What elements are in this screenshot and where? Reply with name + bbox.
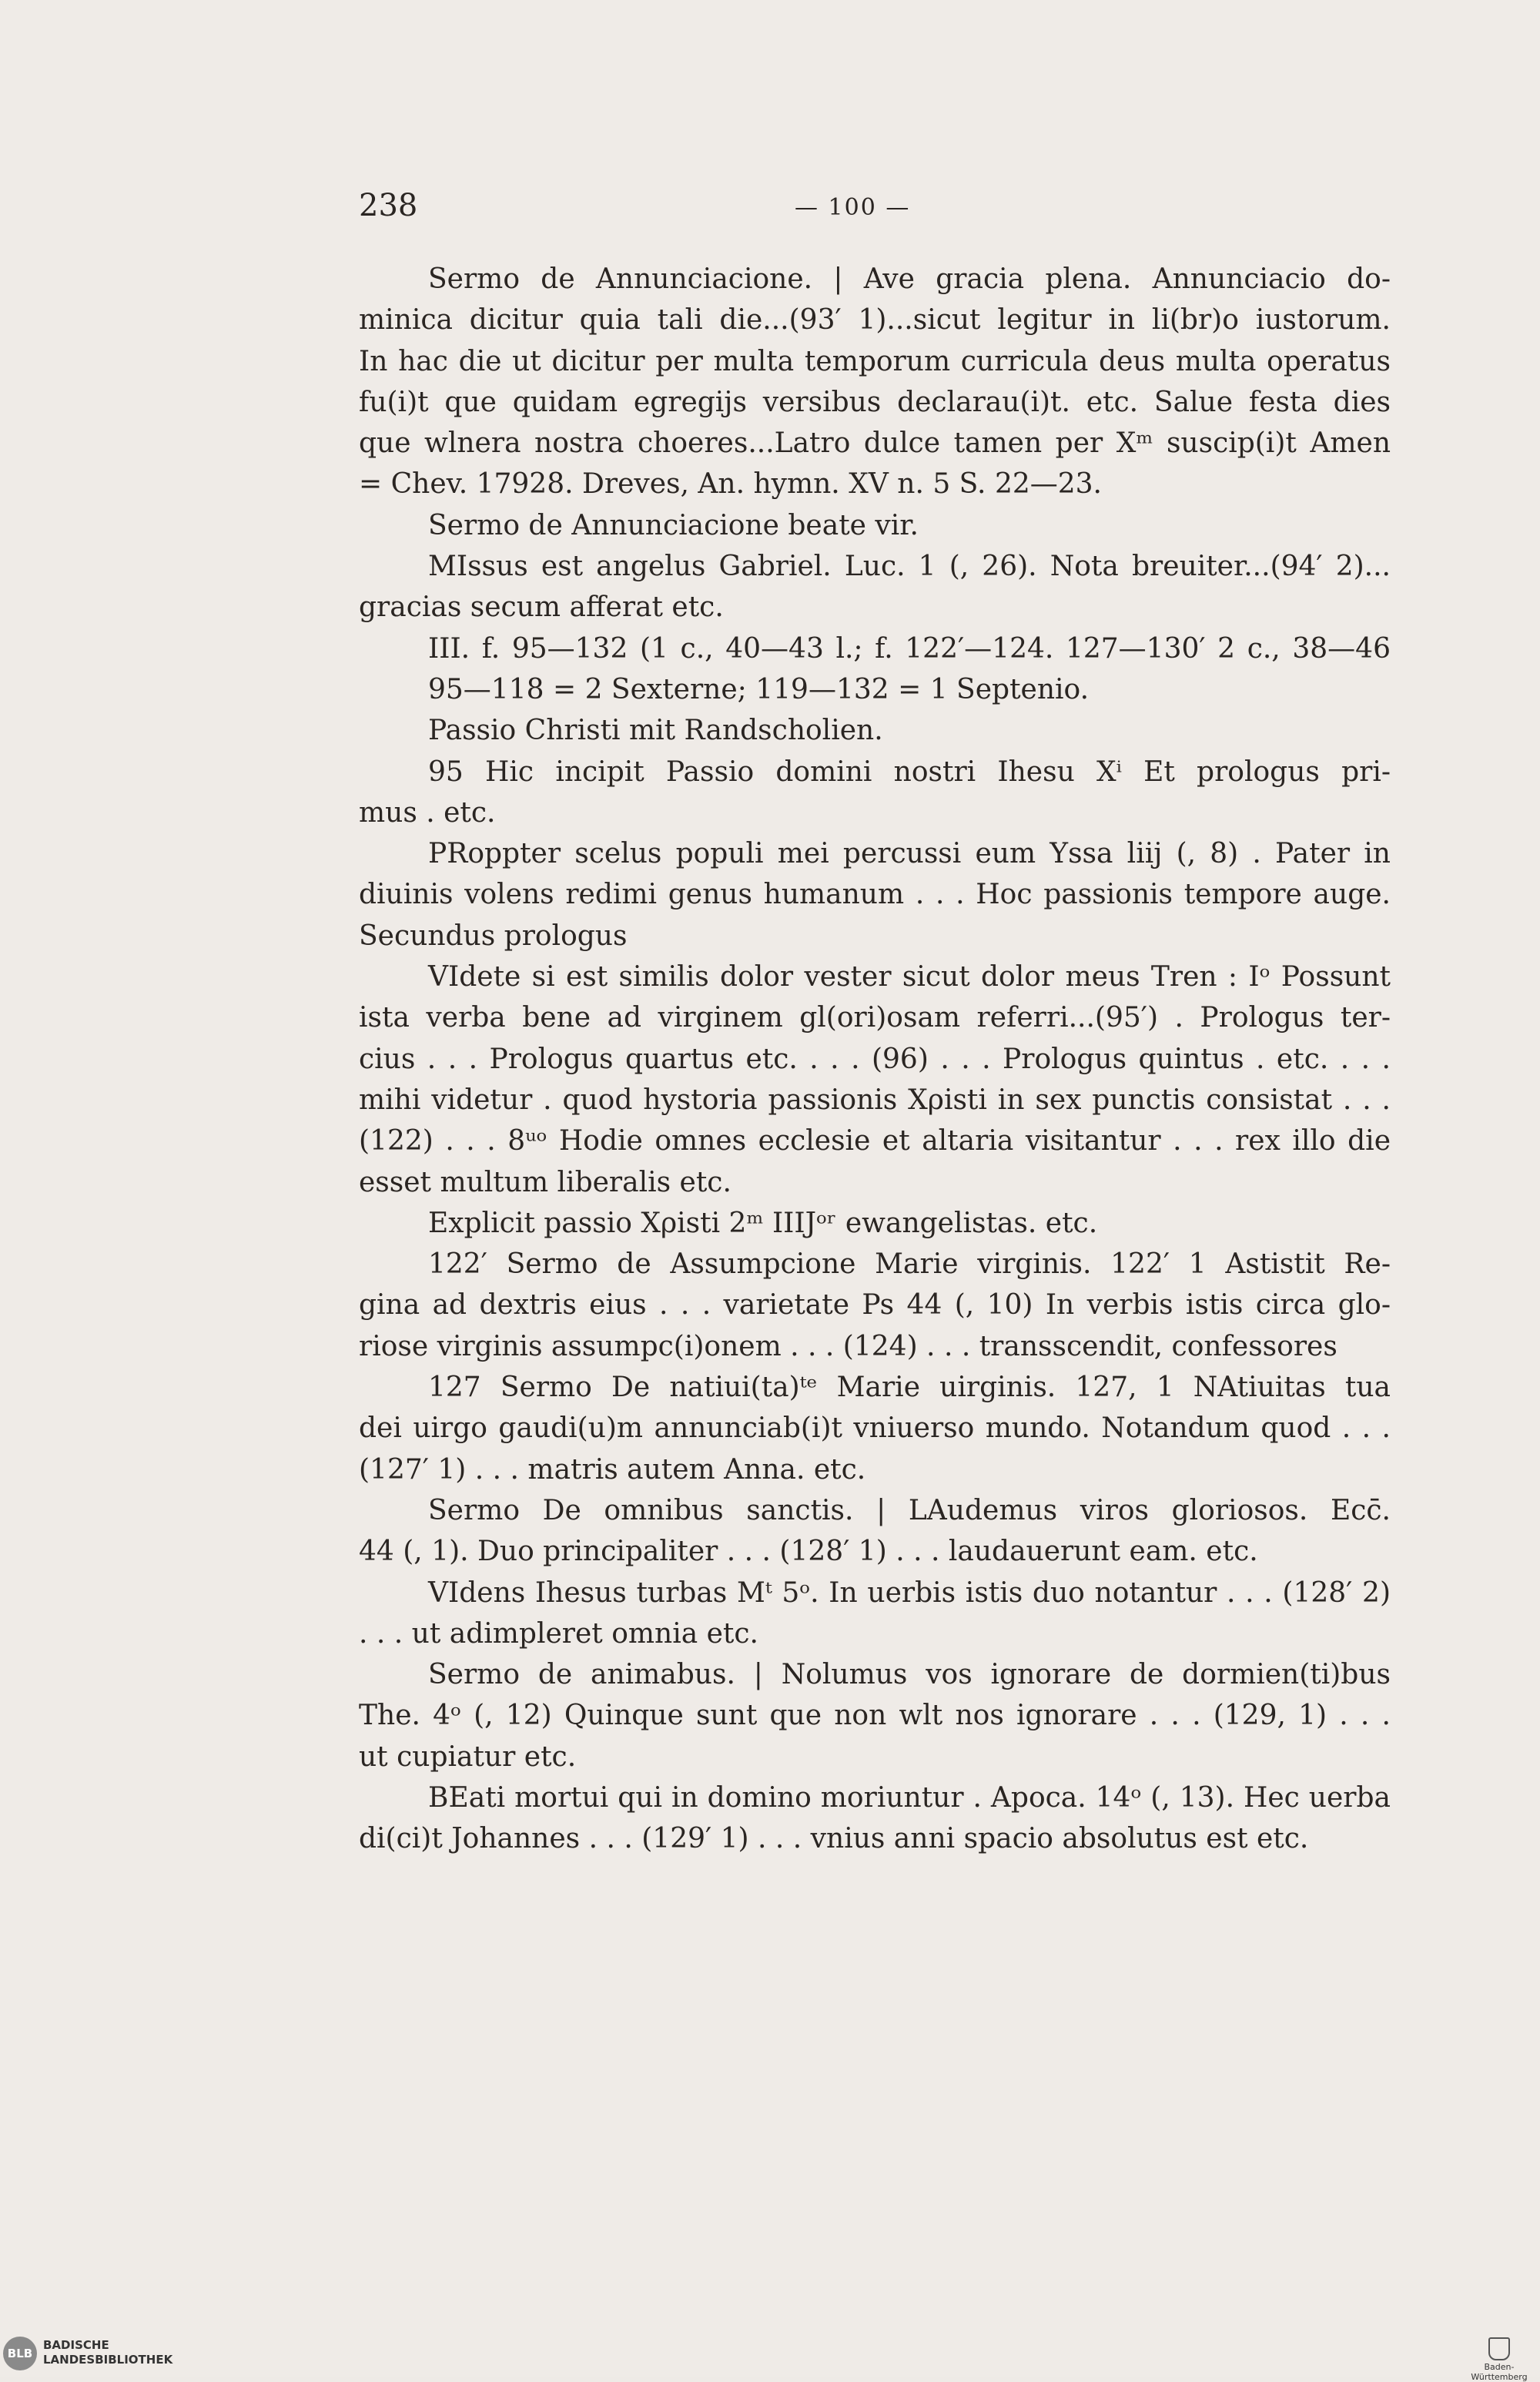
text-line: The. 4ᵒ (, 12) Quinque sunt que non wlt nos ignorare . . . (129, 1) . . . xyxy=(359,1700,1391,1732)
text-line: III. f. 95—132 (1 c., 40—43 l.; f. 122′—124. 127—130′ 2 c., 38—46 xyxy=(428,632,1391,665)
text-line: cius . . . Prologus quartus etc. . . . (96) . . . Prologus quintus . etc. . . . xyxy=(359,1043,1391,1075)
library-logo-icon xyxy=(3,2337,37,2370)
text-line: BEati mortui qui in domino moriuntur . Apoca. 14ᵒ (, 13). Hec uerba xyxy=(428,1781,1391,1814)
text-line: Sermo De omnibus sanctis. | LAudemus viros gloriosos. Ecc̄. xyxy=(428,1494,1391,1526)
text-line: 122′ Sermo de Assumpcione Marie virginis. 122′ 1 Astistit Re- xyxy=(428,1248,1391,1281)
text-line: Passio Christi mit Randscholien. xyxy=(428,715,883,747)
text-line: riose virginis assumpc(i)onem . . . (124) . . . transscendit, confessores xyxy=(359,1330,1337,1362)
text-line: Sermo de animabus. | Nolumus vos ignorare de dormien(ti)bus xyxy=(428,1659,1391,1691)
text-line: . . . ut adimpleret omnia etc. xyxy=(359,1617,758,1650)
text-line: In hac die ut dicitur per multa temporum curricula deus multa operatus xyxy=(359,345,1391,377)
text-line: 44 (, 1). Duo principaliter . . . (128′ 1) . . . laudauerunt eam. etc. xyxy=(359,1536,1258,1568)
text-line: MIssus est angelus Gabriel. Luc. 1 (, 26). Nota breuiter...(94′ 2)... xyxy=(428,551,1391,583)
text-line: fu(i)t que quidam egregijs versibus declarau(i)t. etc. Salue festa dies xyxy=(359,386,1391,418)
text-line: 127 Sermo De natiui(ta)ᵗᵉ Marie uirginis. 127, 1 NAtiuitas tua xyxy=(428,1372,1391,1404)
page-header xyxy=(359,188,1421,226)
text-line: esset multum liberalis etc. xyxy=(359,1166,732,1198)
text-line: 95—118 = 2 Sexterne; 119—132 = 1 Septenio. xyxy=(428,673,1090,705)
library-logo-text: BLB xyxy=(7,2347,33,2360)
text-line: Explicit passio Xρisti 2ᵐ IIIJᵒʳ ewangelistas. etc. xyxy=(428,1207,1098,1239)
state-emblem xyxy=(1465,2337,1534,2382)
text-line: Sermo de Annunciacione beate vir. xyxy=(428,509,919,541)
text-line: gracias secum afferat etc. xyxy=(359,591,724,624)
text-line: di(ci)t Johannes . . . (129′ 1) . . . vnius anni spacio absolutus est etc. xyxy=(359,1823,1309,1855)
text-line: minica dicitur quia tali die...(93′ 1)...sicut legitur in li(br)o iustorum. xyxy=(359,304,1391,337)
page-number: 238 xyxy=(359,188,418,223)
text-line: mus . etc. xyxy=(359,796,496,829)
text-line: gina ad dextris eius . . . varietate Ps 44 (, 10) In verbis istis circa glo- xyxy=(359,1289,1391,1322)
text-line: Sermo de Annunciacione. | Ave gracia plena. Annunciacio do- xyxy=(428,263,1391,295)
library-name xyxy=(43,2338,172,2367)
text-line: Secundus prologus xyxy=(359,920,628,952)
text-line: mihi videtur . quod hystoria passionis Xρisti in sex punctis consistat . . . xyxy=(359,1084,1391,1116)
text-line: (127′ 1) . . . matris autem Anna. etc. xyxy=(359,1453,866,1486)
text-line: dei uirgo gaudi(u)m annunciab(i)t vniuerso mundo. Notandum quod . . . xyxy=(359,1412,1391,1445)
library-name-line2: LANDESBIBLIOTHEK xyxy=(43,2353,173,2367)
text-line: ut cupiatur etc. xyxy=(359,1740,577,1773)
text-line: VIdens Ihesus turbas Mᵗ 5ᵒ. In uerbis istis duo notantur . . . (128′ 2) xyxy=(428,1576,1391,1609)
catalog-text-body xyxy=(359,259,1391,1860)
text-line: PRoppter scelus populi mei percussi eum Yssa liij (, 8) . Pater in xyxy=(428,838,1391,870)
text-line: = Chev. 17928. Dreves, An. hymn. XV n. 5 S. 22—23. xyxy=(359,468,1103,501)
library-name-line1: BADISCHE xyxy=(43,2338,109,2352)
coat-of-arms-icon xyxy=(1488,2337,1510,2360)
center-page-number: — 100 — xyxy=(795,194,911,221)
text-line: VIdete si est similis dolor vester sicut dolor meus Tren : Iᵒ Possunt xyxy=(428,961,1391,993)
text-line: que wlnera nostra choeres...Latro dulce tamen per Xᵐ suscip(i)t Amen xyxy=(359,427,1391,460)
text-line: (122) . . . 8ᵘᵒ Hodie omnes ecclesie et altaria visitantur . . . rex illo die xyxy=(359,1125,1391,1157)
state-label: Baden-Württemberg xyxy=(1471,2362,1528,2382)
text-line: 95 Hic incipit Passio domini nostri Ihesu Xⁱ Et prologus pri- xyxy=(428,755,1391,788)
text-line: ista verba bene ad virginem gl(ori)osam referri...(95′) . Prologus ter- xyxy=(359,1002,1391,1034)
text-line: diuinis volens redimi genus humanum . . . Hoc passionis tempore auge. xyxy=(359,879,1391,911)
